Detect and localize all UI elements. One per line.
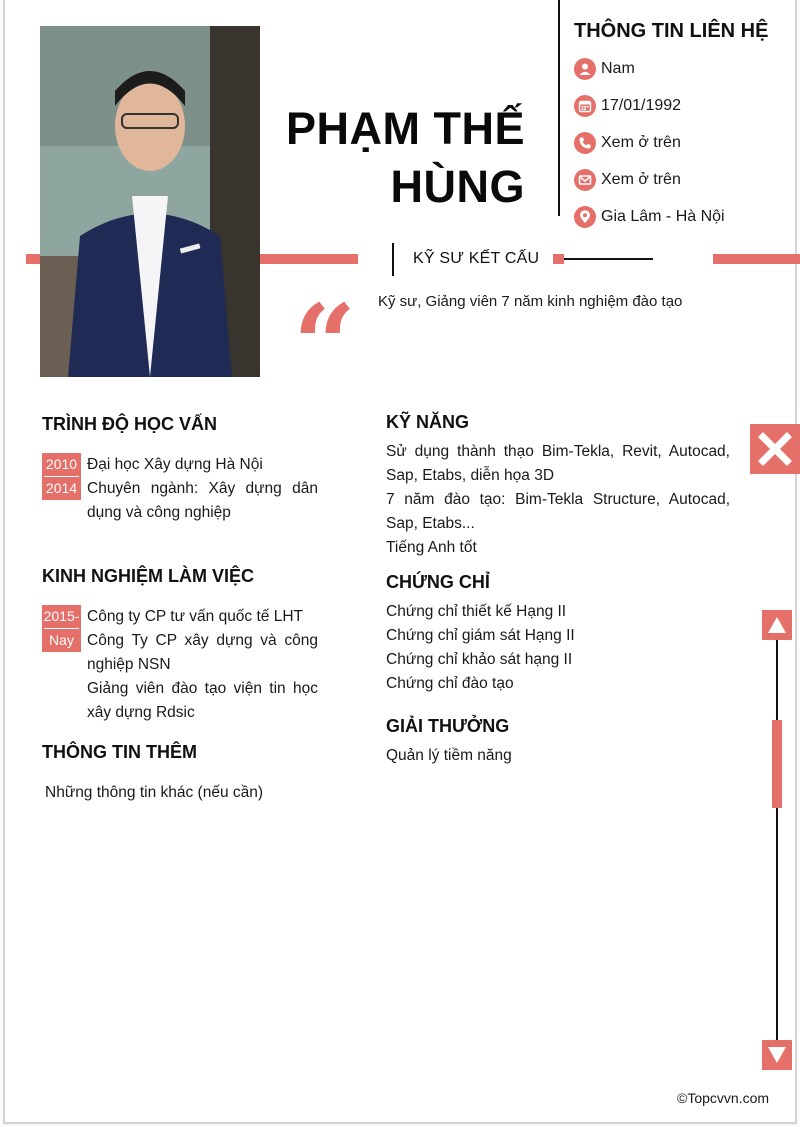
education-entry — [42, 453, 318, 525]
scrollbar-track[interactable] — [776, 640, 778, 1040]
certificate-item: Chứng chỉ khảo sát hạng II — [386, 651, 573, 668]
contact-birthday: 17/01/1992 — [574, 87, 725, 124]
education-date-badge: 2010 2014 — [42, 453, 81, 500]
decor-line — [564, 258, 653, 260]
certificates-list — [386, 600, 730, 696]
contact-divider — [558, 0, 560, 216]
certificates-title: CHỨNG CHỈ — [386, 572, 490, 592]
scroll-up-button[interactable] — [762, 610, 792, 640]
certificate-item: Chứng chỉ đào tạo — [386, 675, 514, 692]
experience-entry — [42, 605, 318, 725]
location-icon — [574, 206, 596, 228]
title-divider — [392, 243, 394, 276]
contact-gender: Nam — [574, 50, 725, 87]
arrow-down-icon — [767, 1046, 787, 1064]
skills-list — [386, 440, 730, 560]
experience-date-badge: 2015- Nay — [42, 605, 81, 652]
skill-item: Sử dụng thành thạo Bim-Tekla, Revit, Autocad, Sap, Etabs, diễn họa 3D — [386, 443, 730, 484]
award-item: Quản lý tiềm năng — [386, 747, 512, 764]
job-title: KỸ SƯ KẾT CẤU — [413, 250, 540, 267]
skill-item: 7 năm đào tạo: Bim-Tekla Structure, Autocad, Sap, Etabs... — [386, 491, 730, 532]
career-objective: Kỹ sư, Giảng viên 7 năm kinh nghiệm đào tạo — [378, 293, 683, 310]
scrollbar-thumb[interactable] — [772, 720, 782, 808]
phone-icon — [574, 132, 596, 154]
skills-title: KỸ NĂNG — [386, 412, 470, 432]
contact-email: Xem ở trên — [574, 161, 725, 198]
close-button[interactable] — [750, 424, 800, 474]
email-icon — [574, 169, 596, 191]
calendar-icon — [574, 95, 596, 117]
experience-company-2: Công Ty CP xây dựng và công nghiệp NSN — [87, 632, 318, 673]
arrow-up-icon — [767, 616, 787, 634]
awards-list — [386, 744, 730, 768]
decor-bar-left — [26, 254, 40, 264]
education-school: Đại học Xây dựng Hà Nội — [87, 456, 263, 473]
skill-item: Tiếng Anh tốt — [386, 539, 477, 556]
additional-text: Những thông tin khác (nếu cần) — [45, 784, 264, 801]
additional-title: THÔNG TIN THÊM — [42, 742, 197, 762]
user-icon — [574, 58, 596, 80]
education-major: Chuyên ngành: Xây dựng dân dụng và công nghiệp — [87, 480, 318, 521]
close-icon — [758, 432, 792, 466]
contact-address: Gia Lâm - Hà Nội — [574, 198, 725, 235]
awards-title: GIẢI THƯỞNG — [386, 716, 510, 736]
scroll-down-button[interactable] — [762, 1040, 792, 1070]
decor-bar-mid — [260, 254, 358, 264]
education-title: TRÌNH ĐỘ HỌC VẤN — [42, 414, 217, 434]
quote-icon: “ — [293, 280, 357, 409]
decor-bar-right — [713, 254, 800, 264]
cv-page — [3, 0, 797, 1124]
contact-phone: Xem ở trên — [574, 124, 725, 161]
candidate-name: PHẠM THẾ HÙNG — [286, 103, 525, 212]
contact-section-title: THÔNG TIN LIÊN HỆ — [574, 20, 769, 42]
certificate-item: Chứng chỉ thiết kế Hạng II — [386, 603, 567, 620]
experience-title: KINH NGHIỆM LÀM VIỆC — [42, 566, 255, 586]
experience-company-1: Công ty CP tư vấn quốc tế LHT — [87, 608, 304, 625]
copyright: ©Topcvvn.com — [677, 1090, 770, 1106]
contact-list — [574, 50, 725, 235]
certificate-item: Chứng chỉ giám sát Hạng II — [386, 627, 575, 644]
experience-role: Giảng viên đào tạo viện tin học xây dựng Rdsic — [87, 680, 318, 721]
decor-square — [553, 254, 564, 264]
